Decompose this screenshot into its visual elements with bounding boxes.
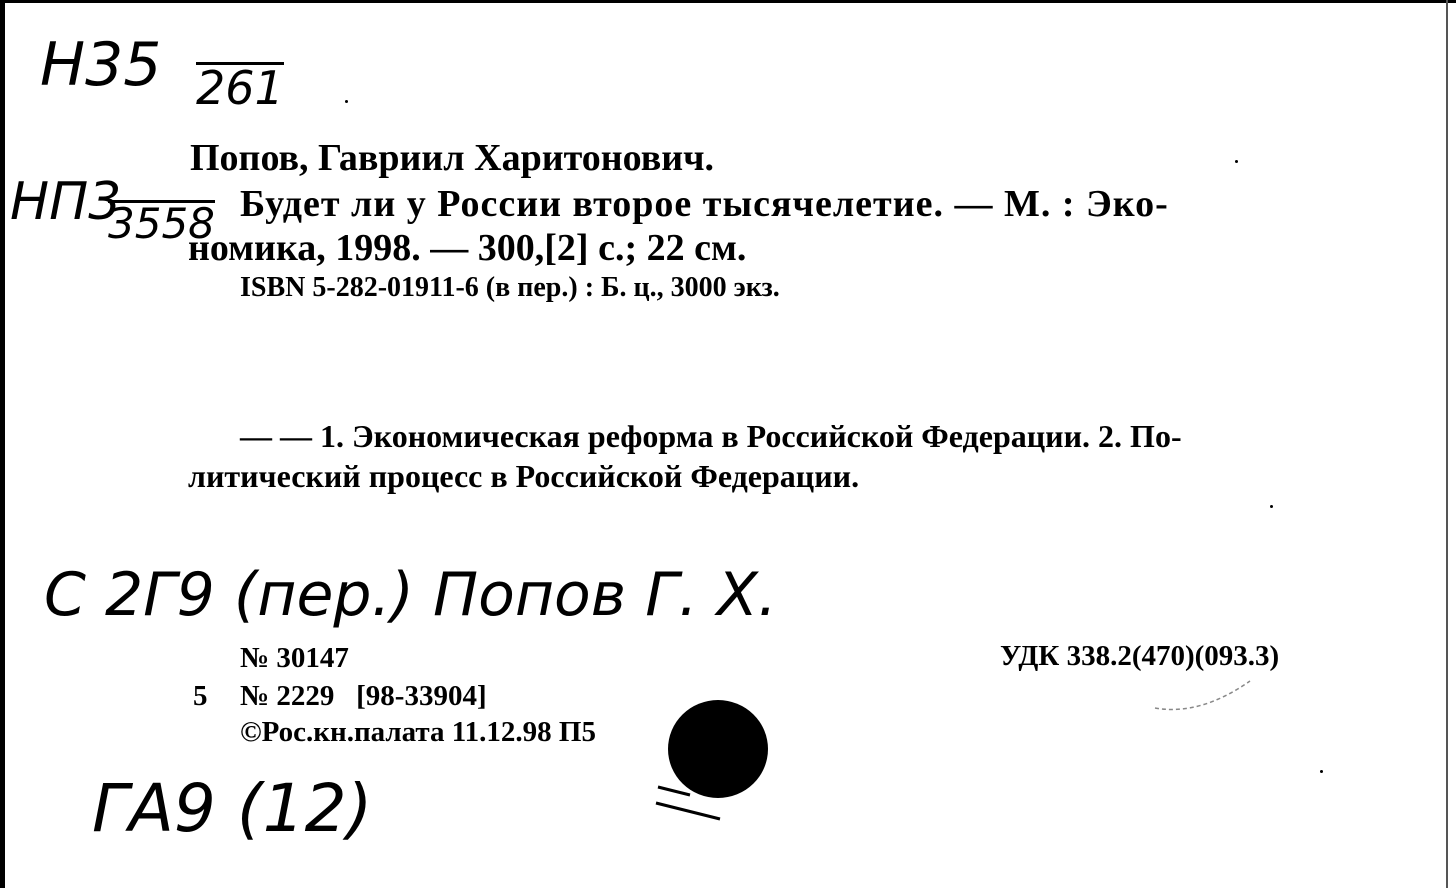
- card-right-border: [1446, 0, 1448, 888]
- record-number: № 30147: [240, 642, 349, 674]
- handwritten-left-number: 3558: [108, 199, 215, 248]
- subjects-line-2: литический процесс в Российской Федерации.: [188, 458, 860, 494]
- entry-lead: 5: [193, 680, 208, 712]
- handwritten-left-code: НП3: [10, 172, 122, 232]
- isbn-line: ISBN 5-282-01911-6 (в пер.) : Б. ц., 3000 экз.: [240, 272, 780, 303]
- title-line-1: Будет ли у России второе тысячелетие. — М. : Эко-: [240, 183, 1169, 225]
- udk-code: УДК 338.2(470)(093.3): [1000, 640, 1280, 672]
- scan-speck: [1270, 505, 1273, 508]
- copyright-line: ©Рос.кн.палата 11.12.98 П5: [240, 716, 596, 748]
- author-heading: Попов, Гавриил Харитонович.: [190, 137, 715, 179]
- card-top-border: [0, 0, 1456, 3]
- card-left-border: [0, 0, 5, 888]
- handwritten-subject-note: С 2Г9 (пер.) Попов Г. Х.: [44, 560, 777, 630]
- pencil-mark: [1150, 676, 1260, 716]
- scan-speck: [345, 100, 348, 103]
- title-line-2: номика, 1998. — 300,[2] с.; 22 см.: [188, 227, 747, 269]
- handwritten-top-number: 261: [196, 61, 284, 115]
- subjects-line-1: — — 1. Экономическая реформа в Российской Федерации. 2. По-: [240, 418, 1182, 454]
- scan-speck: [1235, 160, 1238, 163]
- handwritten-bottom-code: ГА9 (12): [92, 770, 373, 847]
- handwritten-top-code: Н35: [40, 30, 162, 100]
- stamp-smudge: [650, 775, 730, 825]
- scan-speck: [1320, 770, 1323, 773]
- entry-number: № 2229 [98-33904]: [240, 680, 487, 712]
